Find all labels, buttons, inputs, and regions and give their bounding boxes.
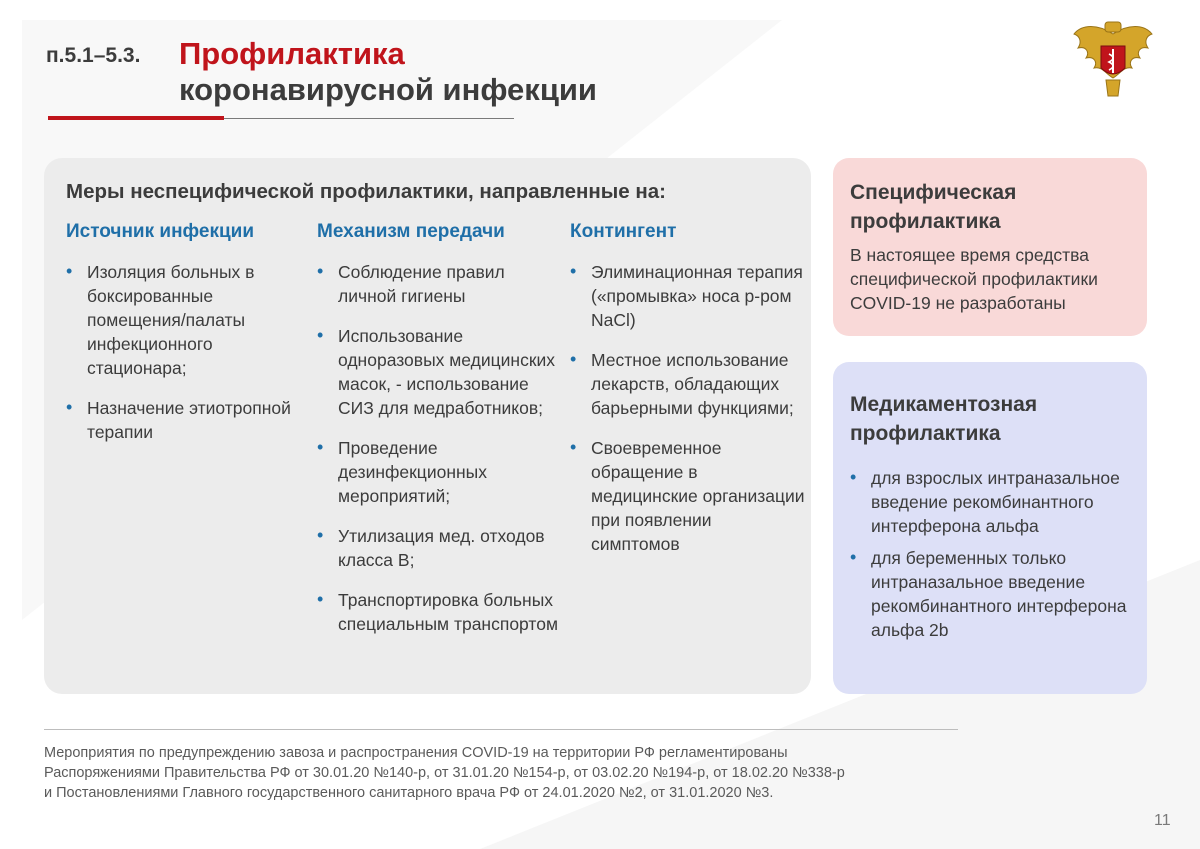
slide-title-line1: Профилактика bbox=[179, 36, 405, 71]
page-number: 11 bbox=[1154, 812, 1171, 829]
bullet-icon: • bbox=[850, 467, 857, 487]
column-infection-source bbox=[66, 220, 306, 460]
footnote-divider bbox=[44, 729, 958, 730]
slide-title-line2: коронавирусной инфекции bbox=[179, 72, 597, 107]
medication-prevention-panel bbox=[833, 362, 1147, 694]
bullet-icon: • bbox=[66, 397, 73, 417]
list-item: • Транспортировка больных специальным транспортом bbox=[317, 589, 558, 634]
bullet-icon: • bbox=[570, 437, 577, 457]
nonspecific-prevention-panel bbox=[44, 158, 811, 694]
medication-title: Медикаментозная профилактика bbox=[850, 393, 1038, 445]
footnote-line: Распоряжениями Правительства РФ от 30.01.20 №140-р, от 31.01.20 №154-р, от 03.02.20 №194-р, от 18.02.20 №338-р bbox=[44, 765, 845, 781]
bullet-icon: • bbox=[317, 437, 324, 457]
list-item: • Утилизация мед. отходов класса В; bbox=[317, 525, 545, 570]
list-item: • Изоляция больных в боксированные помещения/палаты инфекционного стационара; bbox=[66, 261, 255, 378]
column-heading: Механизм передачи bbox=[317, 221, 505, 242]
bullet-list bbox=[850, 466, 1140, 650]
footnote bbox=[44, 743, 964, 803]
list-item: • Своевременное обращение в медицинские организации при появлении симптомов bbox=[570, 437, 805, 554]
specific-text: В настоящее время средства специфической профилактики COVID-19 не разработаны bbox=[850, 245, 1098, 313]
bullet-icon: • bbox=[850, 547, 857, 567]
bullet-icon: • bbox=[317, 589, 324, 609]
list-item: • Местное использование лекарств, обладающих барьерными функциями; bbox=[570, 349, 794, 418]
nonspecific-title: Меры неспецифической профилактики, направленные на: bbox=[66, 180, 666, 203]
title-accent-bar bbox=[48, 116, 224, 120]
coat-of-arms-emblem-icon bbox=[1068, 16, 1158, 106]
bullet-list bbox=[317, 260, 567, 636]
list-item: • для взрослых интраназальное введение рекомбинантного интерферона альфа bbox=[850, 467, 1120, 536]
column-heading: Источник инфекции bbox=[66, 221, 255, 242]
section-number: п.5.1–5.3. bbox=[46, 44, 141, 67]
specific-prevention-panel bbox=[833, 158, 1147, 336]
bullet-icon: • bbox=[317, 525, 324, 545]
footnote-line: и Постановлениями Главного государственного санитарного врача РФ от 24.01.2020 №2, от 31.01.2020 №3. bbox=[44, 785, 774, 801]
column-heading: Контингент bbox=[570, 221, 677, 242]
list-item: • Элиминационная терапия («промывка» носа р-ром NaCl) bbox=[570, 261, 803, 330]
bullet-icon: • bbox=[570, 349, 577, 369]
column-transmission bbox=[317, 220, 567, 652]
list-item: • для беременных только интраназальное введение рекомбинантного интерферона альфа 2b bbox=[850, 547, 1127, 640]
column-contingent bbox=[570, 220, 805, 572]
list-item: • Соблюдение правил личной гигиены bbox=[317, 261, 505, 306]
bullet-icon: • bbox=[570, 261, 577, 281]
bullet-list bbox=[570, 260, 805, 556]
bullet-icon: • bbox=[317, 261, 324, 281]
list-item: • Назначение этиотропной терапии bbox=[66, 397, 291, 442]
list-item: • Использование одноразовых медицинских масок, - использование СИЗ для медработников; bbox=[317, 325, 556, 418]
bullet-icon: • bbox=[66, 261, 73, 281]
bullet-list bbox=[66, 260, 306, 444]
list-item: • Проведение дезинфекционных мероприятий; bbox=[317, 437, 487, 506]
footnote-line: Мероприятия по предупреждению завоза и распространения COVID-19 на территории РФ регламентированы bbox=[44, 745, 788, 761]
bullet-icon: • bbox=[317, 325, 324, 345]
specific-title: Специфическая профилактика bbox=[850, 181, 1017, 233]
